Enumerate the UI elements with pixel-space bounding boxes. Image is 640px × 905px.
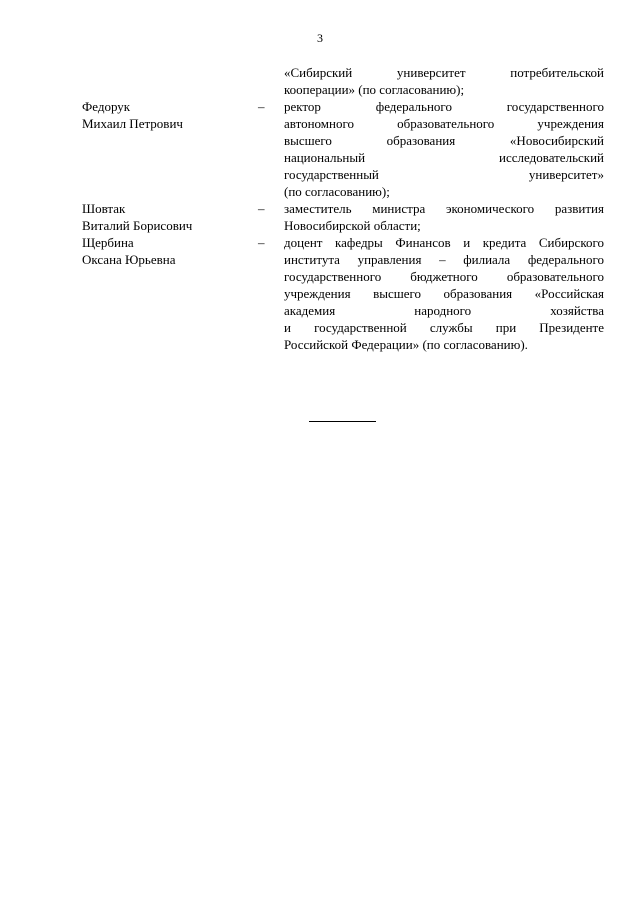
member-position: [284, 200, 604, 234]
position-line: академия народного хозяйства: [284, 303, 604, 318]
member-position: [284, 234, 604, 353]
member-list: [82, 64, 604, 353]
position-line: государственный университет»: [284, 167, 604, 182]
closing-rule: [309, 421, 376, 422]
position-line: ректор федерального государственного: [284, 99, 604, 114]
position-line: «Сибирский университет потребительской: [284, 65, 604, 80]
member-surname: Щербина: [82, 235, 134, 250]
dash-separator: –: [258, 99, 265, 114]
position-line: и государственной службы при Президенте: [284, 320, 604, 335]
position-line: Российской Федерации» (по согласованию).: [284, 337, 528, 352]
member-entry: [82, 234, 604, 353]
position-line: автономного образовательного учреждения: [284, 116, 604, 131]
position-line: национальный исследовательский: [284, 150, 604, 165]
position-line: доцент кафедры Финансов и кредита Сибирского: [284, 235, 604, 250]
position-line: Новосибирской области;: [284, 218, 421, 233]
position-line: кооперации» (по согласованию);: [284, 82, 465, 97]
position-line: высшего образования «Новосибирский: [284, 133, 604, 148]
member-position: [284, 98, 604, 200]
member-entry: [82, 200, 604, 234]
member-name: [82, 200, 258, 234]
member-entry: [82, 64, 604, 98]
member-given-name: Виталий Борисович: [82, 218, 193, 233]
member-surname: Федорук: [82, 99, 131, 114]
position-line: учреждения высшего образования «Российская: [284, 286, 604, 301]
member-entry: [82, 98, 604, 200]
member-name: [82, 234, 258, 268]
position-line: заместитель министра экономического развития: [284, 201, 604, 216]
member-given-name: Михаил Петрович: [82, 116, 183, 131]
member-position: [284, 64, 604, 98]
dash-separator: –: [258, 201, 265, 216]
member-surname: Шовтак: [82, 201, 126, 216]
member-given-name: Оксана Юрьевна: [82, 252, 176, 267]
dash-separator: –: [258, 235, 265, 250]
position-line: государственного бюджетного образовательного: [284, 269, 604, 284]
position-line: (по согласованию);: [284, 184, 390, 199]
member-name: [82, 98, 258, 132]
page-number: 3: [317, 31, 323, 45]
position-line: института управления – филиала федерального: [284, 252, 604, 267]
